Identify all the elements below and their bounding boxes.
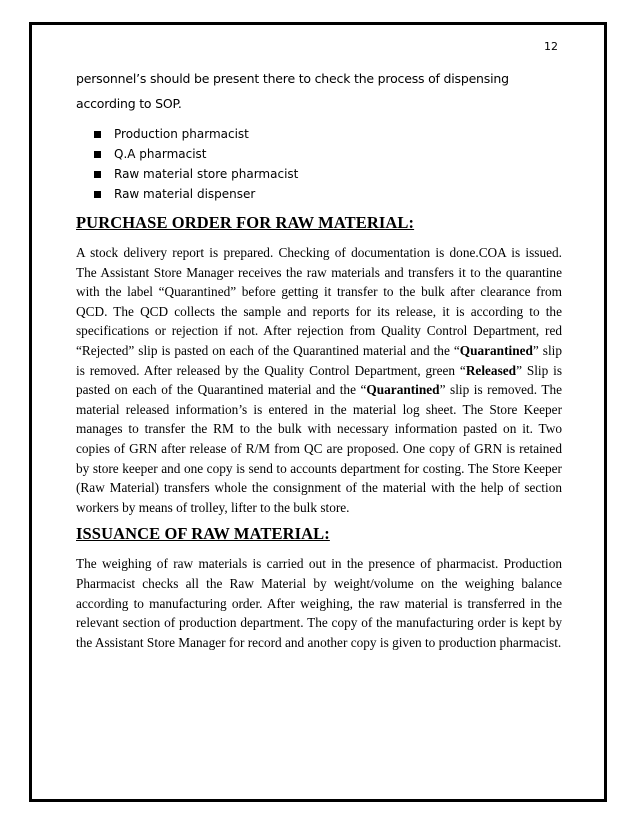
square-bullet-icon	[94, 191, 101, 198]
list-item-label: Raw material dispenser	[114, 187, 256, 201]
list-item-label: Raw material store pharmacist	[114, 167, 299, 181]
list-item	[94, 164, 562, 184]
purchase-order-heading: PURCHASE ORDER FOR RAW MATERIAL:	[76, 213, 415, 232]
square-bullet-icon	[94, 131, 101, 138]
page-number: 12	[544, 40, 558, 53]
intro-paragraph: personnel’s should be present there to check the process of dispensing according to SOP.	[76, 71, 509, 111]
paragraph-text: ” slip is removed. After released by the Quality Control Department, green “	[76, 342, 562, 378]
page-content	[76, 66, 562, 652]
paragraph-text: ” Slip is pasted on each of the Quarantined material and the “	[76, 362, 562, 398]
square-bullet-icon	[94, 151, 101, 158]
list-item-label: Q.A pharmacist	[114, 147, 207, 161]
list-item	[94, 124, 562, 144]
list-item	[94, 144, 562, 164]
purchase-order-paragraph	[76, 243, 562, 517]
square-bullet-icon	[94, 171, 101, 178]
quarantined-emphasis: Quarantined	[459, 342, 533, 358]
list-item-label: Production pharmacist	[114, 127, 249, 141]
released-emphasis: Released	[465, 362, 517, 378]
issuance-paragraph: The weighing of raw materials is carried out in the presence of pharmacist. Production Pharmacist checks all the Raw Material by weight/volume on the weighing balance according to manufacturing order. After weighing, the raw material is transferred in the relevant section of production department. The copy of the manufacturing order is kept by the Assistant Store Manager for record and another copy is given to production pharmacist.	[76, 556, 562, 650]
quarantined-emphasis: Quarantined	[366, 382, 440, 398]
list-item	[94, 184, 562, 204]
paragraph-text: A stock delivery report is prepared. Checking of documentation is done.COA is issued. The Assistant Store Manager receives the raw materials and transfers it to the quarantine with the label “Quarantined” before getting it transfer to the bulk after clearance from QCD. The QCD collects the sample and reports for its release, it is according to the specifications or rejection if not. After rejection from Quality Control Department, red “Rejected” slip is pasted on each of the Quarantined material and the “	[76, 245, 562, 358]
personnel-list	[76, 124, 562, 204]
issuance-heading: ISSUANCE OF RAW MATERIAL:	[76, 524, 330, 544]
paragraph-text: ” slip is removed. The material released information’s is entered in the material log sheet. The Store Keeper manages to transfer the RM to the bulk with necessary information pasted on it. Two copies of GRN after release of R/M from QC are proposed. One copy of GRN is retained by store keeper and one copy is send to accounts department for costing. The Store Keeper (Raw Material) transfers whole the consignment of the material with the help of section workers by means of trolley, lifter to the bulk store.	[76, 382, 562, 515]
